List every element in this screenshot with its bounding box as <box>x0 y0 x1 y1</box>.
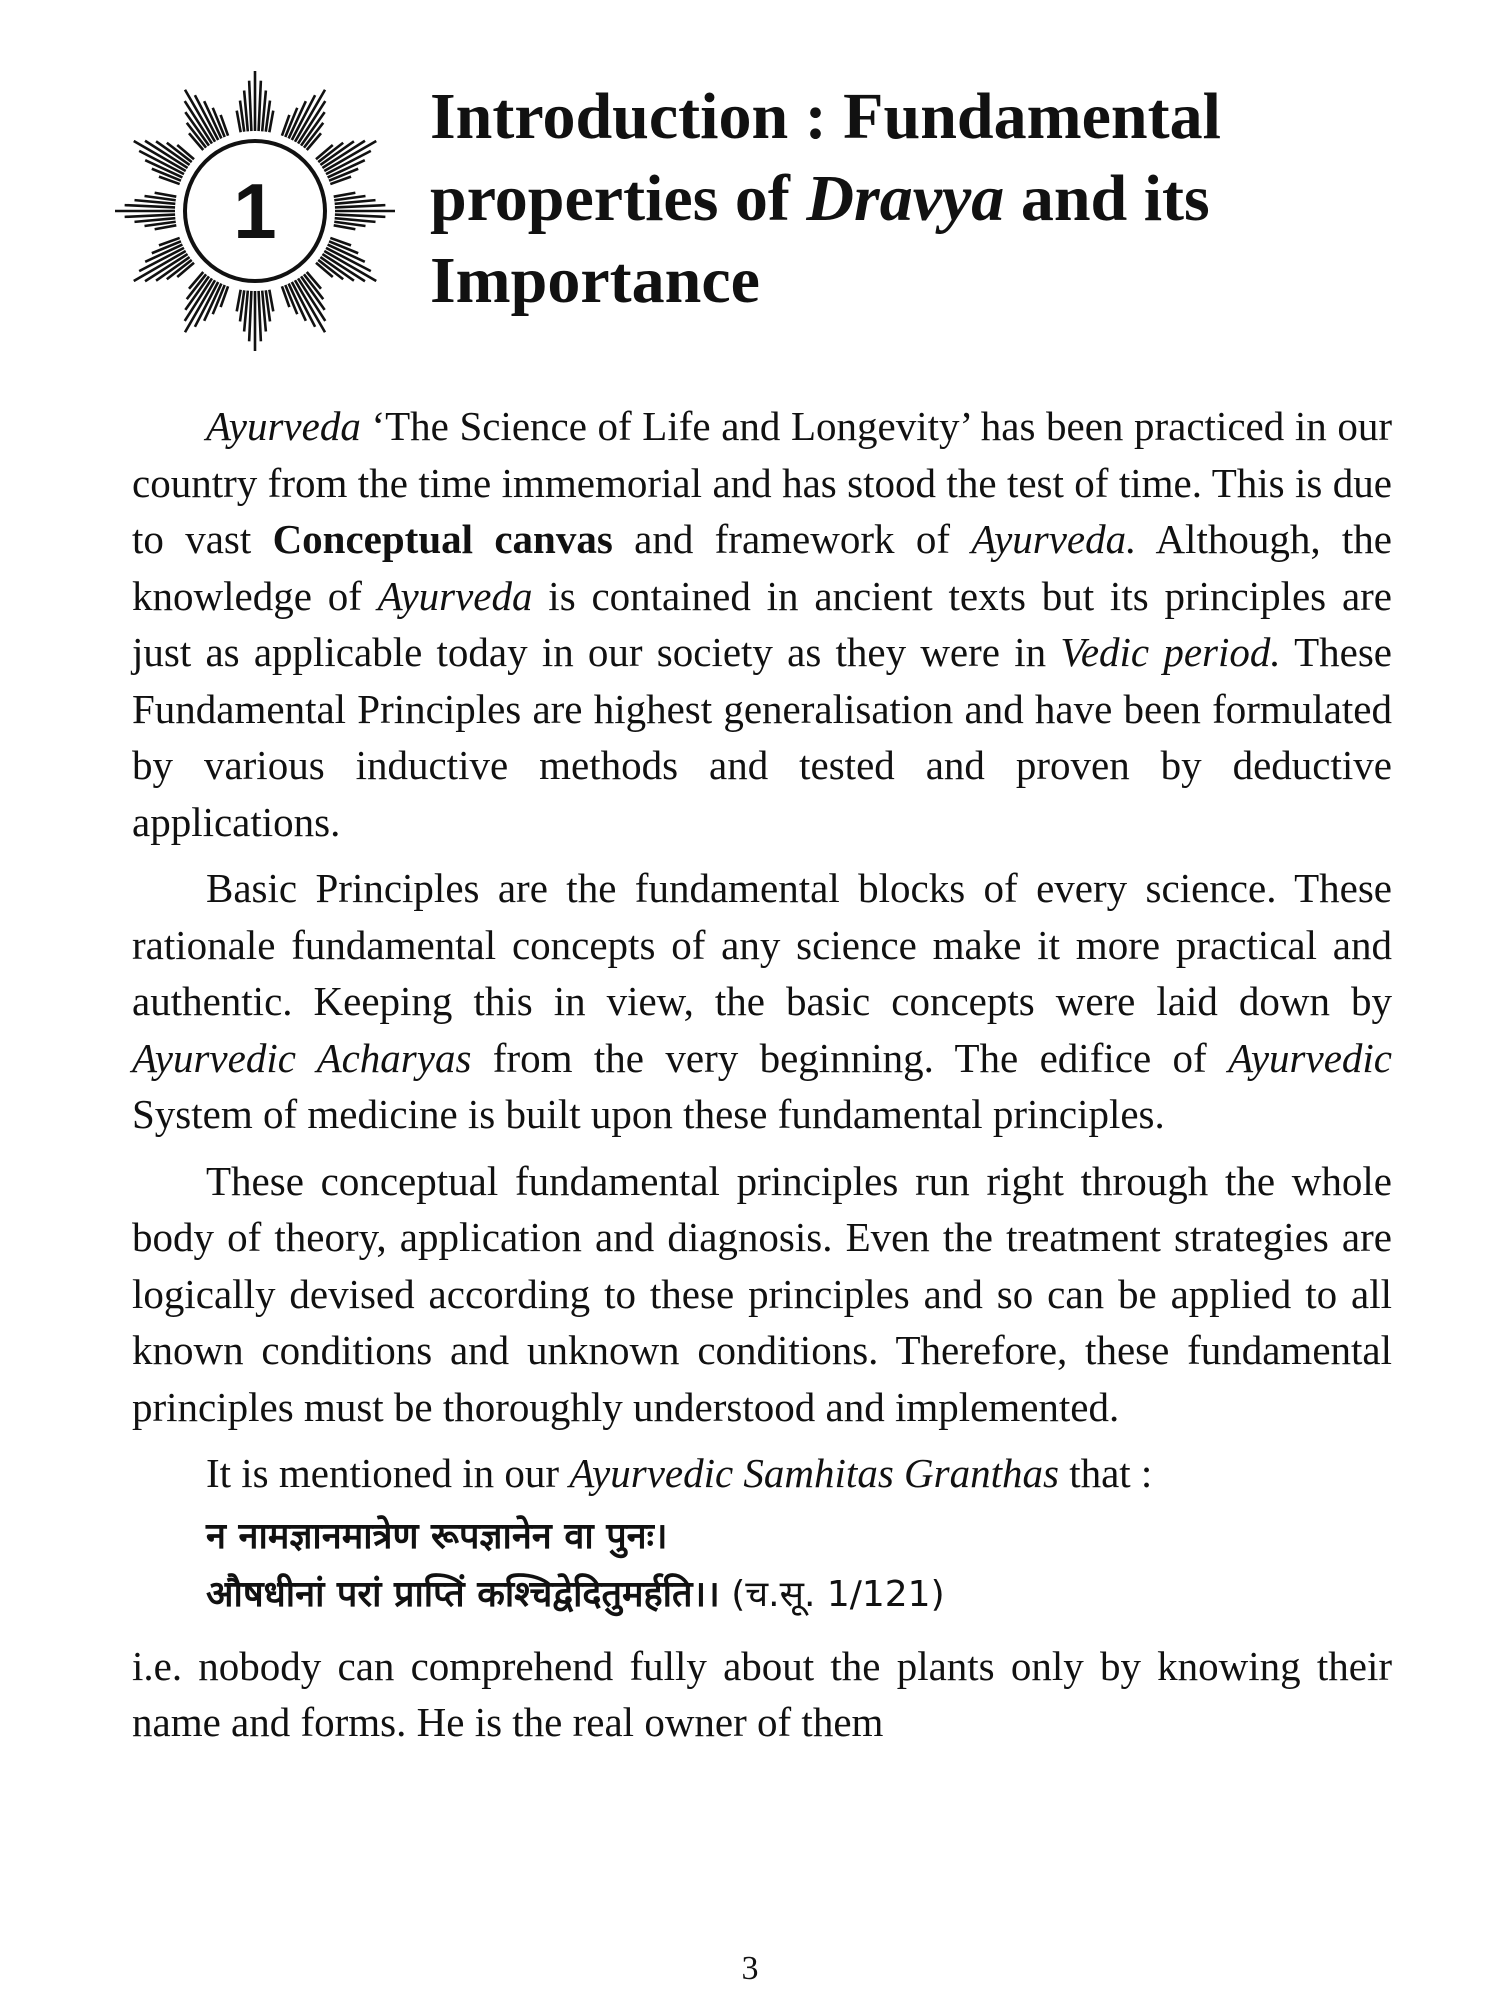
sun-ray <box>244 90 248 131</box>
sun-ray <box>134 200 175 204</box>
sun-ray <box>262 291 266 332</box>
sun-ray <box>262 90 266 131</box>
title-text-1: Introduction : Fundamental properties of <box>430 80 1221 235</box>
sun-ray <box>237 290 241 312</box>
paragraph-2: Basic Principles are the fundamental blocks of every science. These rationale fundamental concepts of any science make it more practical and authentic. Keeping this in view, the basic concepts were laid down by Ayurvedic Acharyas from the very beginning. The edifice of Ayurvedic System of medicine is built upon these fundamental principles. <box>132 865 1392 1137</box>
chapter-number: 1 <box>233 167 277 255</box>
title-text-2: and its Importance <box>430 162 1210 317</box>
sanskrit-line-2: औषधीनां परां प्राप्तिं कश्चिद्वेदितुमर्हति।। (च.सू. 1/121) <box>206 1573 945 1615</box>
sanskrit-verse <box>206 1508 1392 1624</box>
sun-ray <box>134 218 175 222</box>
sun-ray <box>155 193 177 197</box>
sun-ray <box>269 111 273 133</box>
title-italic-dravya: Dravya <box>806 162 1005 235</box>
sun-ray <box>259 81 261 131</box>
paragraph-1: Ayurveda ‘The Science of Life and Longevity’ has been practiced in our country from the time immemorial and has stood the test of time. This is due to vast Conceptual canvas and framework of Ayurveda. Although, the knowledge of Ayurveda is contained in ancient texts but its principles are just as applicable today in our society as they were in Vedic period. These Fundamental Principles are highest generalisation and have been formulated by various inductive methods and tested and proven by deductive applications. <box>132 403 1392 845</box>
sun-ray <box>244 291 248 332</box>
sun-ray <box>335 218 376 222</box>
chapter-title <box>430 76 1450 322</box>
body-text <box>132 398 1392 1761</box>
paragraph-4: It is mentioned in our Ayurvedic Samhitas Granthas that : <box>206 1450 1153 1496</box>
sun-ray <box>237 111 241 133</box>
chapter-number-emblem <box>110 66 400 356</box>
paragraph-5: i.e. nobody can comprehend fully about the plants only by knowing their name and forms. He is the real owner of them <box>132 1642 1392 1745</box>
sun-ray <box>335 200 376 204</box>
sun-ray <box>249 81 251 131</box>
sun-ray <box>334 193 356 197</box>
sun-ray <box>155 225 177 229</box>
sun-ray <box>249 291 251 341</box>
verse-reference: (च.सू. 1/121) <box>719 1573 945 1615</box>
sun-ray <box>125 205 175 207</box>
sun-ray <box>335 205 385 207</box>
sun-ray <box>269 290 273 312</box>
sanskrit-line-1: न नामज्ञानमात्रेण रूपज्ञानेन वा पुनः। <box>206 1515 668 1557</box>
sun-ray <box>125 215 175 217</box>
sun-ray <box>334 225 356 229</box>
paragraph-3: These conceptual fundamental principles run right through the whole body of theory, application and diagnosis. Even the treatment strategies are logically devised according to these principles and so can be applied to all known conditions and unknown conditions. Therefore, these fundamental principles must be thoroughly understood and implemented. <box>132 1157 1392 1430</box>
sun-ray <box>335 215 385 217</box>
sun-ray <box>259 291 261 341</box>
page-number: 3 <box>741 1950 759 1987</box>
